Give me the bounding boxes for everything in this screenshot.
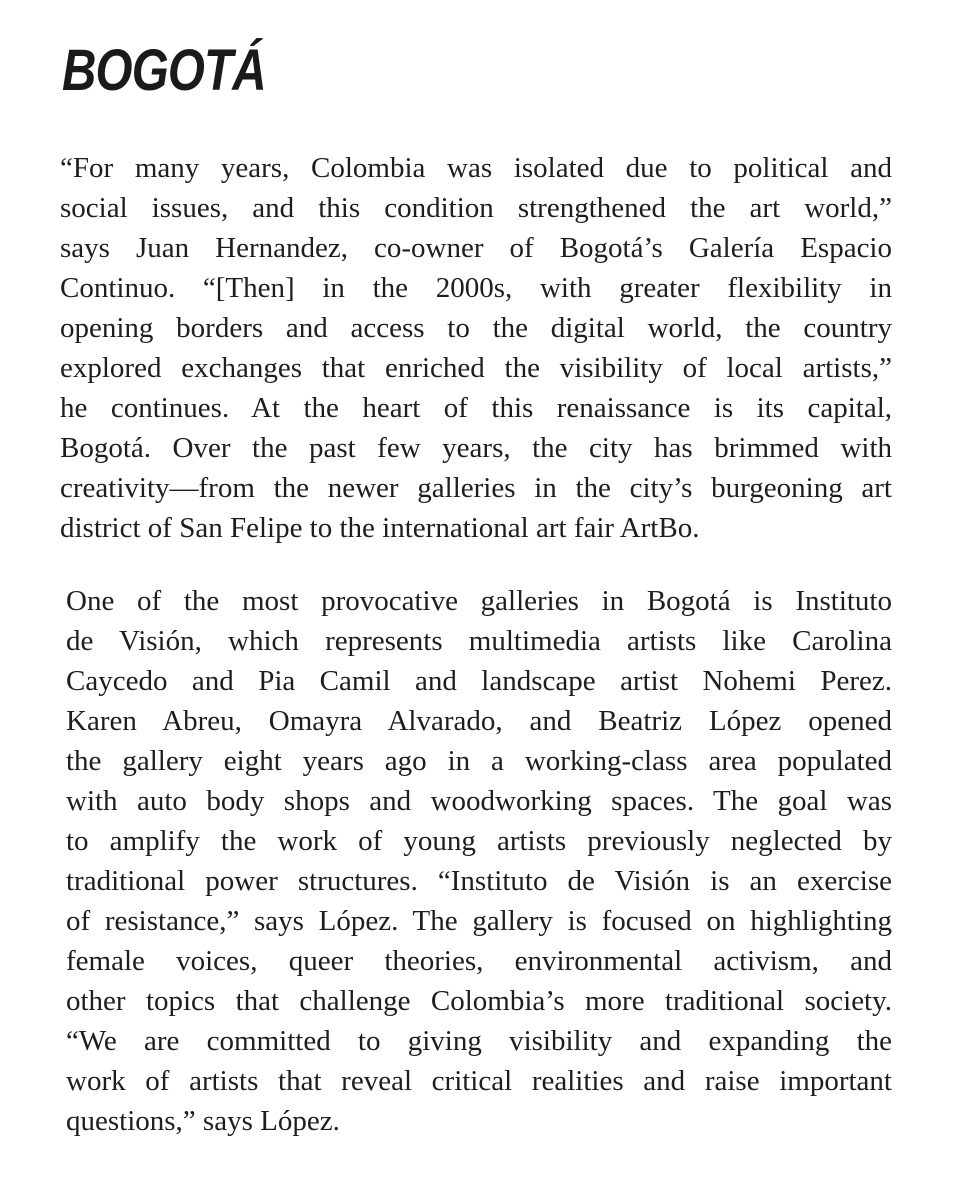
paragraph-line: Continuo. “[Then] in the 2000s, with greater flexibility in xyxy=(60,272,892,304)
paragraph-line: “For many years, Colombia was isolated due to political and xyxy=(60,152,892,184)
paragraph-line: “We are committed to giving visibility and expanding the xyxy=(66,1025,892,1057)
paragraph-line: work of artists that reveal critical realities and raise important xyxy=(66,1065,892,1097)
paragraph-line: of resistance,” says López. The gallery is focused on highlighting xyxy=(66,905,892,937)
article-paragraph-2 xyxy=(66,581,892,1141)
paragraph-line: with auto body shops and woodworking spaces. The goal was xyxy=(66,785,892,817)
paragraph-line: de Visión, which represents multimedia artists like Carolina xyxy=(66,625,892,657)
paragraph-line: district of San Felipe to the international art fair ArtBo. xyxy=(60,512,700,544)
article-title: BOGOTÁ xyxy=(62,38,266,103)
paragraph-line: creativity—from the newer galleries in the city’s burgeoning art xyxy=(60,472,892,504)
paragraph-line: he continues. At the heart of this renaissance is its capital, xyxy=(60,392,892,424)
paragraph-line: opening borders and access to the digital world, the country xyxy=(60,312,892,344)
paragraph-line: social issues, and this condition strengthened the art world,” xyxy=(60,192,892,224)
paragraph-line: explored exchanges that enriched the visibility of local artists,” xyxy=(60,352,892,384)
paragraph-line: the gallery eight years ago in a working-class area populated xyxy=(66,745,892,777)
paragraph-line: questions,” says López. xyxy=(66,1105,340,1137)
paragraph-line: says Juan Hernandez, co-owner of Bogotá’s Galería Espacio xyxy=(60,232,892,264)
paragraph-line: Caycedo and Pia Camil and landscape artist Nohemi Perez. xyxy=(66,665,892,697)
paragraph-line: female voices, queer theories, environmental activism, and xyxy=(66,945,892,977)
paragraph-line: to amplify the work of young artists previously neglected by xyxy=(66,825,892,857)
paragraph-line: Karen Abreu, Omayra Alvarado, and Beatriz López opened xyxy=(66,705,892,737)
paragraph-line: other topics that challenge Colombia’s more traditional society. xyxy=(66,985,892,1017)
paragraph-line: traditional power structures. “Instituto de Visión is an exercise xyxy=(66,865,892,897)
paragraph-line: One of the most provocative galleries in Bogotá is Instituto xyxy=(66,585,892,617)
article-paragraph-1 xyxy=(60,148,892,548)
paragraph-line: Bogotá. Over the past few years, the city has brimmed with xyxy=(60,432,892,464)
